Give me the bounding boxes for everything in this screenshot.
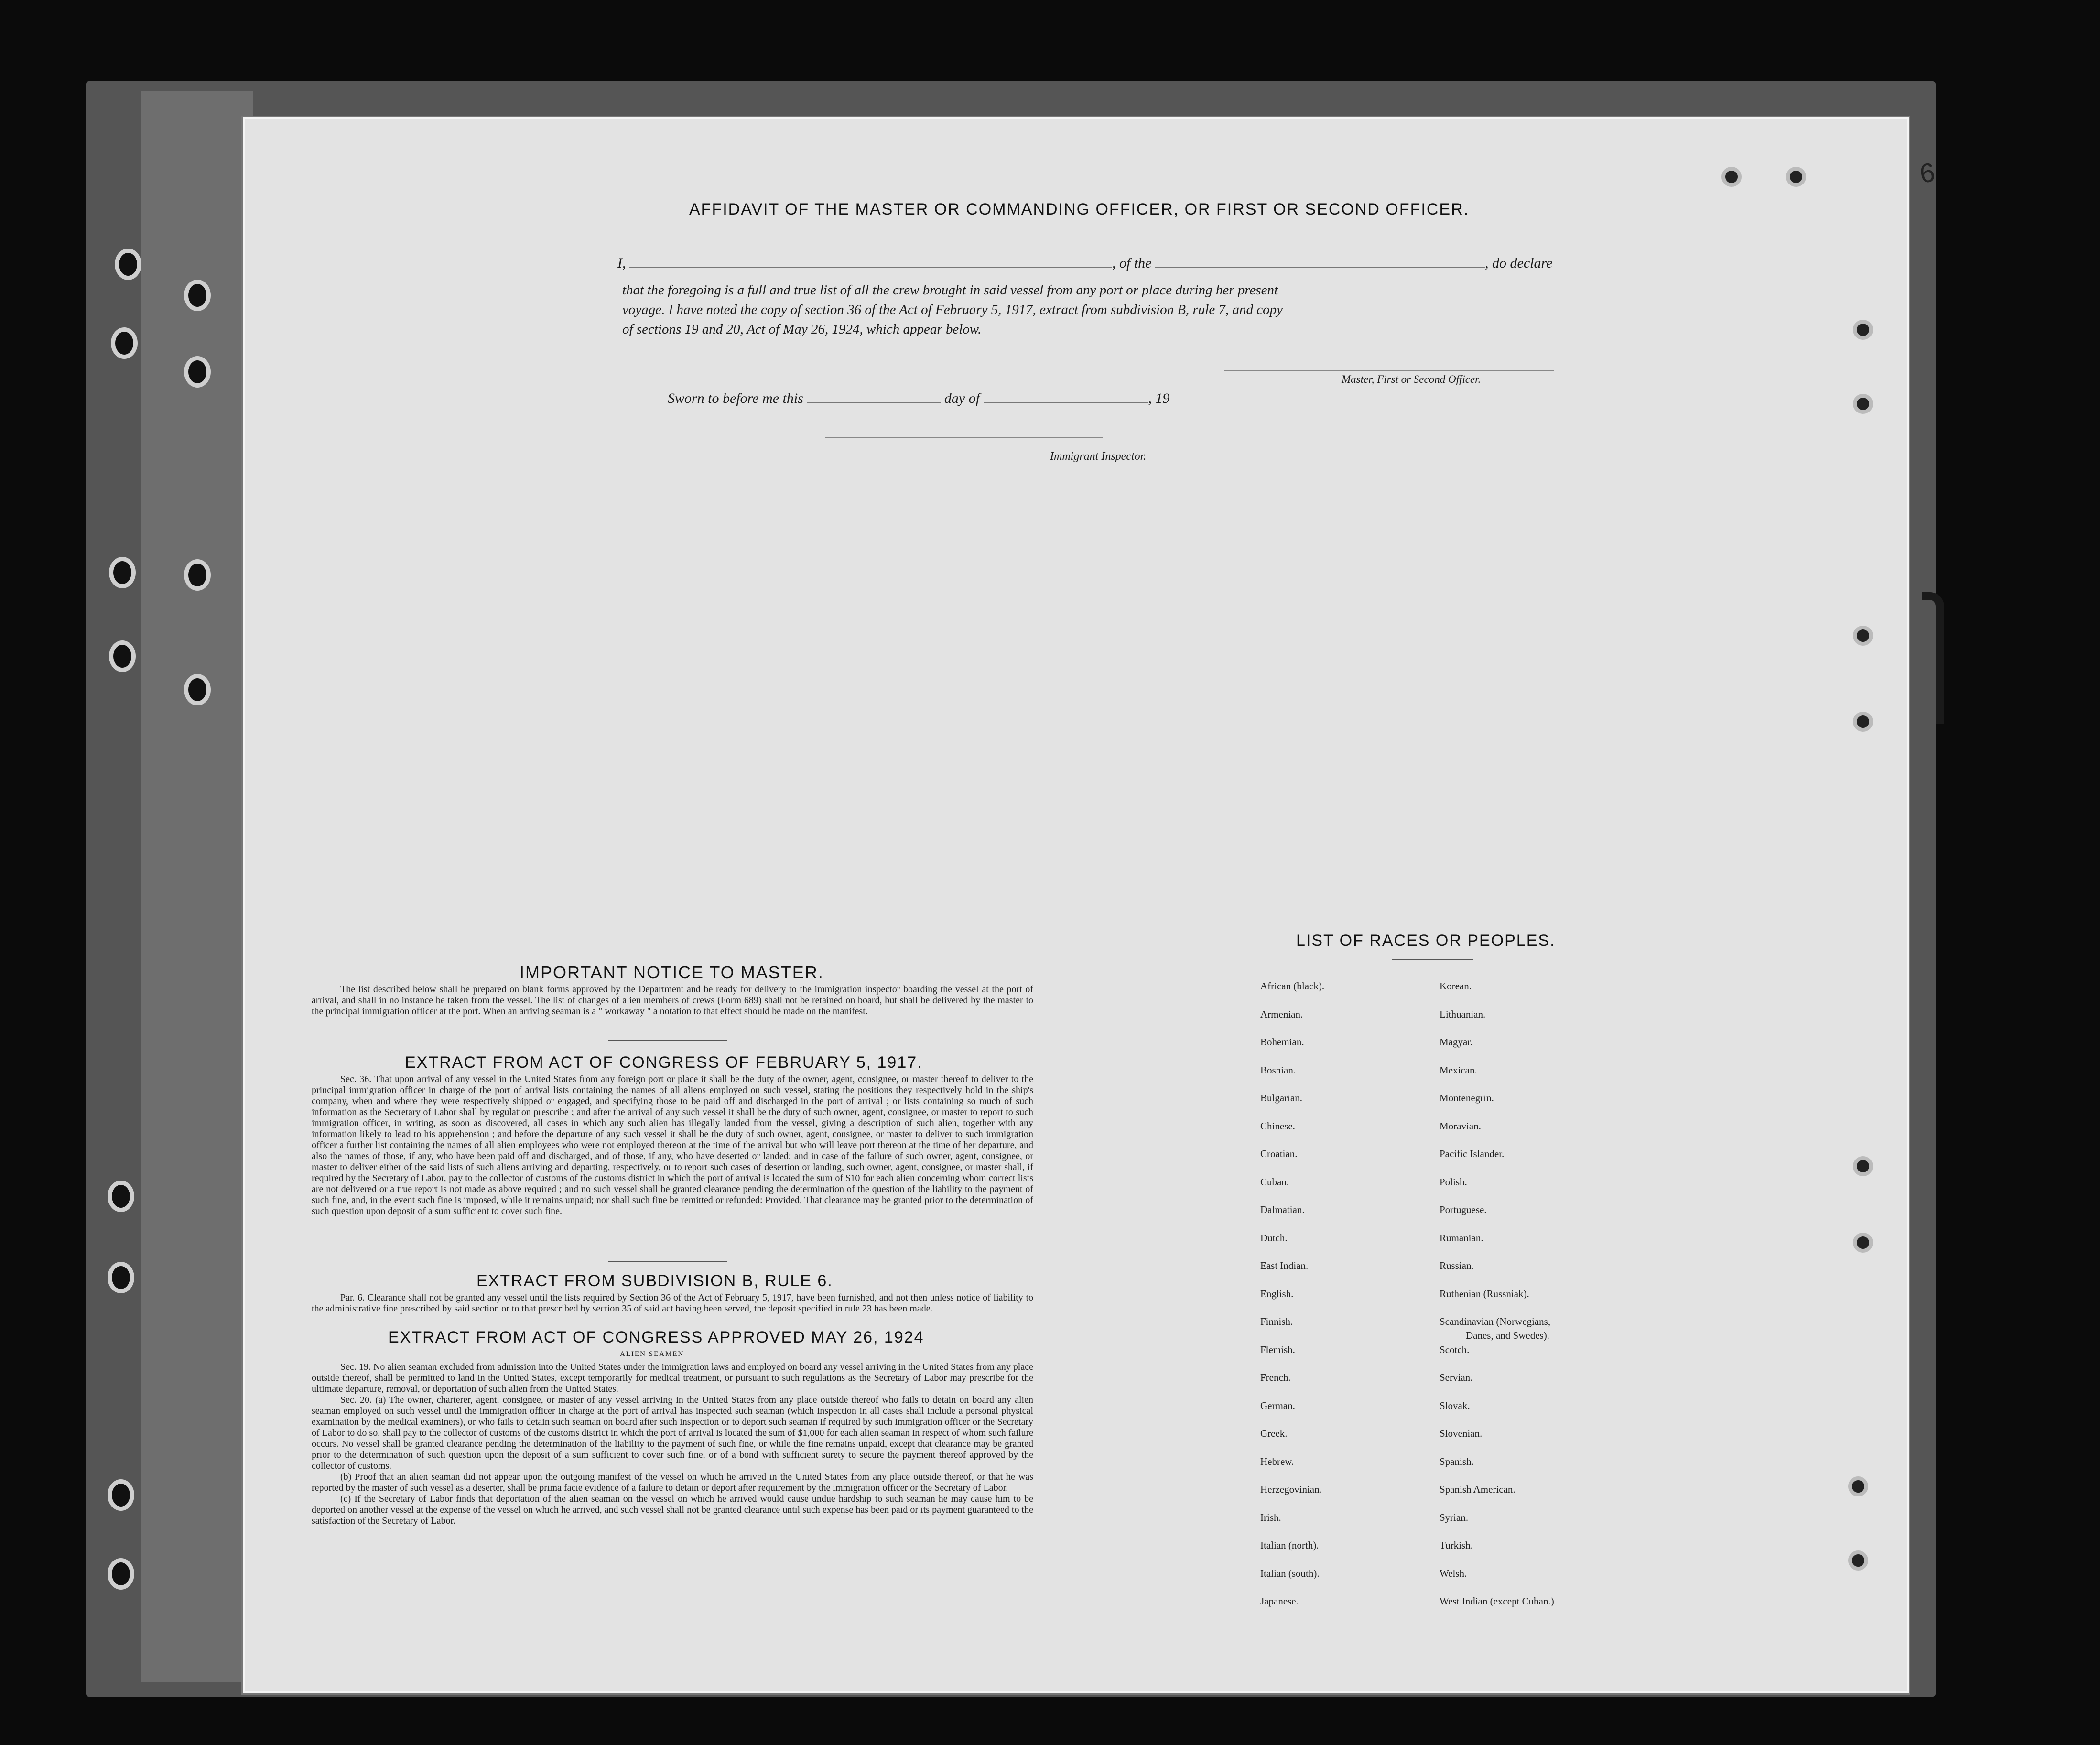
race-item: Cuban. bbox=[1260, 1176, 1289, 1188]
punch-hole bbox=[109, 557, 136, 588]
punch-hole bbox=[111, 327, 138, 359]
extract-1924-title: EXTRACT FROM ACT OF CONGRESS APPROVED MAY 26, 1924 bbox=[388, 1328, 924, 1346]
punch-hole bbox=[1853, 1156, 1873, 1176]
punch-hole bbox=[184, 674, 211, 705]
race-item: Pacific Islander. bbox=[1440, 1148, 1505, 1160]
race-item: German. bbox=[1260, 1399, 1295, 1411]
punch-hole bbox=[1853, 1233, 1873, 1253]
punch-hole bbox=[108, 1181, 134, 1212]
races-title: LIST OF RACES OR PEOPLES. bbox=[1296, 932, 1556, 950]
race-item: Korean. bbox=[1440, 980, 1472, 992]
race-item: Hebrew. bbox=[1260, 1455, 1294, 1467]
race-item: Ruthenian (Russniak). bbox=[1440, 1288, 1529, 1300]
notice-body: The list described below shall be prepared on blank forms approved by the Department and be ready for delivery to the immigration inspector boarding the vessel at the port of arrival, and shall in no instance be taken from the vessel. The list of changes of alien members of crews (Form 689) shall not be retained on board, but shall be delivered by the master to the principal immigration officer at the port. When an arriving seaman is a " workaway " a notation to that effect should be made on the manifest. bbox=[312, 984, 1033, 1017]
declarant-name-field[interactable] bbox=[629, 267, 1112, 268]
sworn-prefix: Sworn to before me this bbox=[668, 390, 803, 406]
inspector-signature-line[interactable] bbox=[825, 437, 1103, 438]
race-item: Spanish American. bbox=[1440, 1484, 1515, 1495]
punch-hole bbox=[184, 280, 211, 311]
of-the-label: , of the bbox=[1112, 255, 1152, 271]
vessel-name-field[interactable] bbox=[1155, 267, 1485, 268]
race-item: Magyar. bbox=[1440, 1036, 1473, 1048]
race-item: Montenegrin. bbox=[1440, 1092, 1494, 1104]
extract-1917-body: Sec. 36. That upon arrival of any vessel in the United States from any foreign port or place it shall be the duty of the owner, agent, consignee, or master thereof to deliver to the principal immigration officer in charge of the port of arrival lists containing the names of all aliens employed on such vessel, stating the positions they respectively hold in the ship's company, when and where they were respectively shipped or engaged, and specifying those to be paid off and discharged in the port of arrival ; or lists containing so much of such information as the Secretary of Labor shall by regulation prescribe ; and after the arrival of any such vessel it shall be the duty of such owner, agent, consignee, or master to report to such immigration officer, in writing, as soon as discovered, all cases in which any such alien has illegally landed from the vessel, giving a description of such alien, together with any information likely to lead to his apprehension ; and before the departure of any such vessel it shall be the duty of such owner, agent, consignee, or master to deliver to such immigration officer a further list containing the names of all alien employees who were not employed thereon at the time of the arrival but who will leave port thereon at the time of her departure, and also the names of those, if any, who have been paid off and discharged, and of those, if any, who have deserted or landed; and in case of the failure of such owner, agent, consignee, or master to deliver either of the said lists of such aliens arriving and departing, respectively, or to report such cases of desertion or landing, such owner, agent, consignee, or master shall, if required by the Secretary of Labor, pay to the collector of customs of the customs district in which the port of arrival is located the sum of $10 for each alien concerning whom correct lists are not delivered or a true report is not made as above required ; and no such vessel shall be granted clearance pending the determination of the question of the liability to the payment of such fine, and, in the event such fine is imposed, while it remains unpaid; nor shall such fine be remitted or refunded: Provided, That clearance may be granted prior to the determination of such question upon deposit of a sum sufficient to cover such fine. bbox=[312, 1074, 1033, 1216]
race-item: Scandinavian (Norwegians, bbox=[1440, 1316, 1551, 1327]
declarant-prefix: I, bbox=[617, 255, 626, 271]
races-list-right bbox=[1440, 980, 1554, 1624]
race-item: Portuguese. bbox=[1440, 1204, 1487, 1215]
race-item: Lithuanian. bbox=[1440, 1008, 1486, 1020]
punch-hole bbox=[1853, 712, 1873, 732]
sworn-line bbox=[668, 390, 1170, 407]
race-item: English. bbox=[1260, 1288, 1294, 1300]
extract-1924-sec19: Sec. 19. No alien seaman excluded from admission into the United States under the immigration laws and employed on board any vessel arriving in the United States from any place outside thereof, shall be permitted to land in the United States, except temporarily for medical treatment, or pursuant to such regulations as the Secretary of Labor may prescribe for the ultimate departure, removal, or deportation of such alien from the United States. bbox=[312, 1362, 1033, 1394]
declare-label: , do declare bbox=[1485, 255, 1553, 271]
extract-1924-sec20a: Sec. 20. (a) The owner, charterer, agent, consignee, or master of any vessel arriving in the United States from any place outside thereof who fails to detain on board any alien seaman employed on such vessel until the immigration officer in charge at the port of arrival has inspected such seaman (which inspection in all cases shall include a personal physical examination by the medical examiners), or who fails to detain such seaman on board after such inspection or to deport such seaman if required by such immigration officer or the Secretary of Labor to do so, shall pay to the collector of customs of the customs district in which the port of arrival is located the sum of $1,000 for each alien seaman in respect of whom such failure occurs. No vessel shall be granted clearance pending the determination of the liability to the payment of such fine, or while the fine remains unpaid, except that clearance may be granted prior to the determination of such question upon the deposit of a sum sufficient to cover such fine, or of a bond with sufficient surety to secure the payment thereof approved by the collector of customs. bbox=[312, 1395, 1033, 1471]
affidavit-title: AFFIDAVIT OF THE MASTER OR COMMANDING OFFICER, OR FIRST OR SECOND OFFICER. bbox=[689, 200, 1470, 218]
punch-hole bbox=[1721, 167, 1742, 187]
punch-hole bbox=[184, 559, 211, 591]
punch-hole bbox=[109, 640, 136, 672]
race-item: Flemish. bbox=[1260, 1344, 1295, 1355]
race-item: Slovak. bbox=[1440, 1399, 1470, 1411]
affidavit-body-line: voyage. I have noted the copy of section 36 of the Act of February 5, 1917, extract from subdivision B, rule 7, and copy bbox=[622, 302, 1283, 317]
race-item: West Indian (except Cuban.) bbox=[1440, 1595, 1554, 1607]
race-item: East Indian. bbox=[1260, 1260, 1309, 1271]
punch-hole bbox=[108, 1479, 134, 1511]
punch-hole bbox=[1853, 394, 1873, 414]
race-item: Mexican. bbox=[1440, 1064, 1477, 1076]
race-item: Syrian. bbox=[1440, 1511, 1469, 1523]
punch-hole bbox=[1848, 1476, 1868, 1496]
race-item: French. bbox=[1260, 1372, 1291, 1383]
extract-1924-sec20b: (b) Proof that an alien seaman did not appear upon the outgoing manifest of the vessel on which he arrived in the United States from any place outside thereof, or that he was reported by the master of such vessel as a deserter, shall be prima facie evidence of a failure to detain or deport after requirement by the immigration officer or the Secretary of Labor. bbox=[312, 1472, 1033, 1493]
race-item: African (black). bbox=[1260, 980, 1325, 992]
race-item: Japanese. bbox=[1260, 1595, 1299, 1607]
punch-hole bbox=[184, 356, 211, 388]
race-item: Rumanian. bbox=[1440, 1232, 1483, 1244]
notice-title: IMPORTANT NOTICE TO MASTER. bbox=[520, 963, 824, 982]
inspector-label: Immigrant Inspector. bbox=[1050, 450, 1147, 463]
master-signature-label: Master, First or Second Officer. bbox=[1342, 373, 1481, 385]
race-item: Finnish. bbox=[1260, 1316, 1293, 1327]
punch-hole bbox=[1853, 626, 1873, 646]
handwritten-margin-mark bbox=[1922, 592, 1944, 724]
binder-strip bbox=[141, 91, 253, 1682]
race-item: Polish. bbox=[1440, 1176, 1467, 1188]
extract-rule6-title: EXTRACT FROM SUBDIVISION B, RULE 6. bbox=[476, 1272, 833, 1290]
crew-list-page bbox=[243, 117, 1937, 1693]
race-item: Dalmatian. bbox=[1260, 1204, 1305, 1215]
race-item: Moravian. bbox=[1440, 1120, 1481, 1132]
extract-1917-title: EXTRACT FROM ACT OF CONGRESS OF FEBRUARY 5, 1917. bbox=[405, 1053, 923, 1072]
race-item: Croatian. bbox=[1260, 1148, 1298, 1160]
sworn-year: , 19 bbox=[1148, 390, 1170, 406]
punch-hole bbox=[1848, 1550, 1868, 1571]
punch-hole bbox=[108, 1262, 134, 1293]
affidavit-body bbox=[622, 281, 1283, 339]
extract-1924-body bbox=[312, 1362, 1033, 1527]
punch-hole bbox=[1853, 320, 1873, 340]
race-item: Chinese. bbox=[1260, 1120, 1295, 1132]
sworn-day-field[interactable] bbox=[807, 402, 941, 403]
race-item: Russian. bbox=[1440, 1260, 1474, 1271]
section-divider bbox=[608, 1040, 727, 1041]
race-item: Turkish. bbox=[1440, 1539, 1473, 1551]
race-item: Italian (south). bbox=[1260, 1567, 1320, 1579]
sworn-month-field[interactable] bbox=[984, 402, 1148, 403]
punch-hole bbox=[1786, 167, 1806, 187]
race-item: Dutch. bbox=[1260, 1232, 1288, 1244]
affidavit-body-line: that the foregoing is a full and true list of all the crew brought in said vessel from any port or place during her present bbox=[622, 282, 1278, 298]
race-item: Bosnian. bbox=[1260, 1064, 1296, 1076]
race-item: Slovenian. bbox=[1440, 1428, 1483, 1439]
punch-hole bbox=[108, 1558, 134, 1590]
extract-1924-subtitle: ALIEN SEAMEN bbox=[620, 1350, 684, 1358]
race-item: Bulgarian. bbox=[1260, 1092, 1303, 1104]
race-item: Armenian. bbox=[1260, 1008, 1303, 1020]
race-item: Spanish. bbox=[1440, 1455, 1474, 1467]
extract-rule6-body: Par. 6. Clearance shall not be granted any vessel until the lists required by Section 36 of the Act of February 5, 1917, have been furnished, and not then unless notice of liability to the administrative fine prescribed by said section or to that prescribed by section 35 of said act having been served, the deposit specified in rule 23 has been made. bbox=[312, 1292, 1033, 1314]
race-item: Bohemian. bbox=[1260, 1036, 1304, 1048]
race-item: Irish. bbox=[1260, 1511, 1281, 1523]
races-list-left bbox=[1260, 980, 1324, 1624]
race-item: Scotch. bbox=[1440, 1344, 1470, 1355]
race-item: Italian (north). bbox=[1260, 1539, 1319, 1551]
handwritten-page-number: 6 bbox=[1917, 157, 1937, 189]
master-signature-line[interactable] bbox=[1224, 370, 1554, 371]
extract-1924-sec20c: (c) If the Secretary of Labor finds that deportation of the alien seaman on the vessel on which he arrived would cause undue hardship to such seaman he may cause him to be deported on another vessel at the expense of the vessel on which he arrived, and such vessel shall not be granted clearance until such expense has been paid or its payment guaranteed to the satisfaction of the Secretary of Labor. bbox=[312, 1494, 1033, 1526]
section-divider bbox=[1392, 959, 1473, 960]
punch-hole bbox=[115, 249, 141, 280]
affidavit-body-line: of sections 19 and 20, Act of May 26, 1924, which appear below. bbox=[622, 322, 982, 337]
race-item: Herzegovinian. bbox=[1260, 1484, 1322, 1495]
sworn-day-of: day of bbox=[944, 390, 980, 406]
race-item: Greek. bbox=[1260, 1428, 1288, 1439]
affidavit-declaration-line bbox=[617, 255, 1553, 271]
race-item: Danes, and Swedes). bbox=[1466, 1330, 1549, 1341]
section-divider bbox=[608, 1261, 727, 1262]
race-item: Servian. bbox=[1440, 1372, 1473, 1383]
race-item: Welsh. bbox=[1440, 1567, 1467, 1579]
